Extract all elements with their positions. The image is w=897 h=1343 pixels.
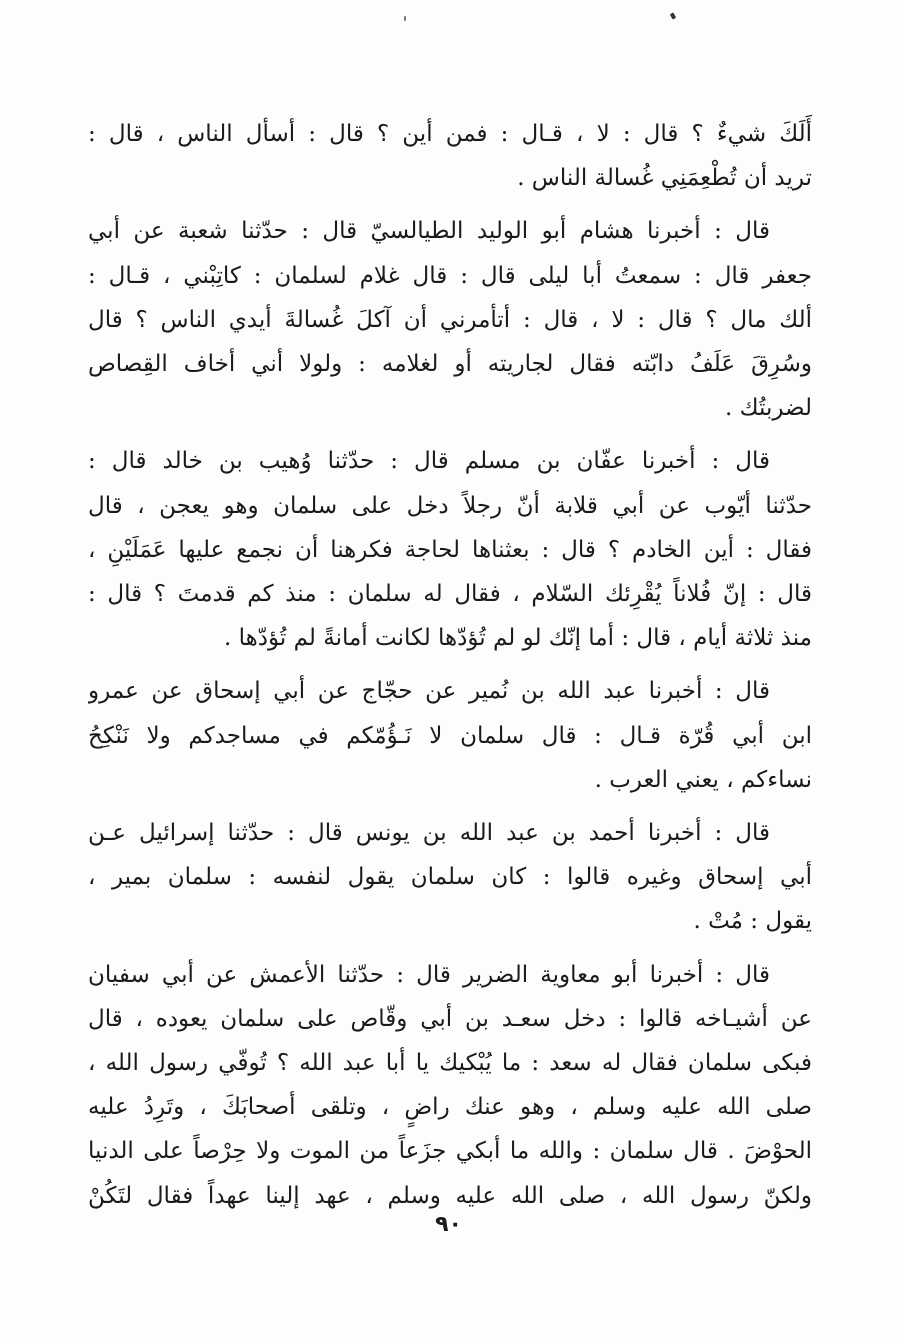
text-line: وسُرِقَ عَلَفُ دابّته فقال لجاريته أو لغلامه : ولولا أني أخاف القِصاص: [88, 351, 812, 378]
paragraph-6: [88, 953, 812, 1218]
text-line: ابن أبي قُرّة قـال : قال سلمان لا نَـؤُمّكم في مساجدكم ولا نَنْكِحُ: [88, 722, 812, 749]
text-line: قال : أخبرنا أحمد بن عبد الله بن يونس قال : حدّثنا إسرائيل عـن: [88, 820, 770, 847]
text-line: قال : أخبرنا عبد الله بن نُمير عن حجّاج عن أبي إسحاق عن عمرو: [88, 678, 770, 705]
text-line: عن أشيـاخه قالوا : دخل سعـد بن أبي وقّاص على سلمان يعوده ، قال: [88, 1005, 812, 1032]
page-number: ٩٠: [435, 1212, 462, 1237]
ink-speck: [670, 12, 676, 19]
ink-speck: [404, 16, 406, 21]
paragraph-3: [88, 439, 812, 660]
text-line: أبي إسحاق وغيره قالوا : كان سلمان يقول لنفسه : سلمان بمير ،: [88, 864, 812, 891]
text-line: منذ ثلاثة أيام ، قال : أما إنّك لو لم تُؤدّها لكانت أمانةً لم تُؤدّها .: [224, 625, 812, 652]
text-line: فقال : أين الخادم ؟ قال : بعثناها لحاجة فكرهنا أن نجمع عليها عَمَلَيْنِ ،: [88, 536, 812, 563]
text-line: أَلَكَ شيءٌ ؟ قال : لا ، قـال : فمن أين ؟ قال : أسأل الناس ، قال :: [88, 121, 812, 147]
text-line: الحوْضَ . قال سلمان : والله ما أبكي جزَعاً من الموت ولا حِرْصاً على الدنيا: [88, 1138, 812, 1165]
text-line: يقول : مُتْ .: [693, 908, 812, 935]
text-line: ألك مال ؟ قال : لا ، قال : أتأمرني أن آكلَ غُسالةَ أيدي الناس ؟ قال: [88, 306, 812, 333]
text-line: جعفر قال : سمعتُ أبا ليلى قال : قال غلام لسلمان : كاتِبْني ، قـال :: [88, 262, 812, 289]
text-line: قال : أخبرنا أبو معاوية الضرير قال : حدّثنا الأعمش عن أبي سفيان: [88, 961, 770, 988]
paragraph-1: [88, 112, 812, 200]
text-line: فبكى سلمان فقال له سعد : ما يُبْكيك يا أبا عبد الله ؟ تُوفّي رسول الله ،: [88, 1050, 812, 1077]
text-line: تريد أن تُطْعِمَنِي غُسالة الناس .: [517, 165, 812, 192]
text-line: قال : أخبرنا عفّان بن مسلم قال : حدّثنا وُهيب بن خالد قال :: [88, 448, 770, 475]
text-line: قال : أخبرنا هشام أبو الوليد الطيالسيّ قال : حدّثنا شعبة عن أبي: [88, 218, 770, 245]
text-line: حدّثنا أيّوب عن أبي قلابة أنّ رجلاً دخل على سلمان وهو يعجن ، قال: [88, 492, 812, 519]
text-line: لضربتُك .: [725, 395, 812, 422]
paragraph-4: [88, 669, 812, 802]
text-line: صلى الله عليه وسلم ، وهو عنك راضٍ ، وتلقى أصحابَكَ ، وتَرِدُ عليه: [88, 1094, 812, 1121]
paragraph-2: [88, 209, 812, 430]
text-line: ولكنّ رسول الله ، صلى الله عليه وسلم ، عهد إلينا عهداً فقال لتَكُنْ: [88, 1182, 812, 1209]
page-body: [88, 112, 812, 1218]
text-line: نساءكم ، يعني العرب .: [594, 766, 812, 793]
paragraph-5: [88, 811, 812, 944]
text-line: قال : إنّ فُلاناً يُقْرِئك السّلام ، فقال له سلمان : منذ كم قدمتَ ؟ قال :: [88, 581, 812, 608]
